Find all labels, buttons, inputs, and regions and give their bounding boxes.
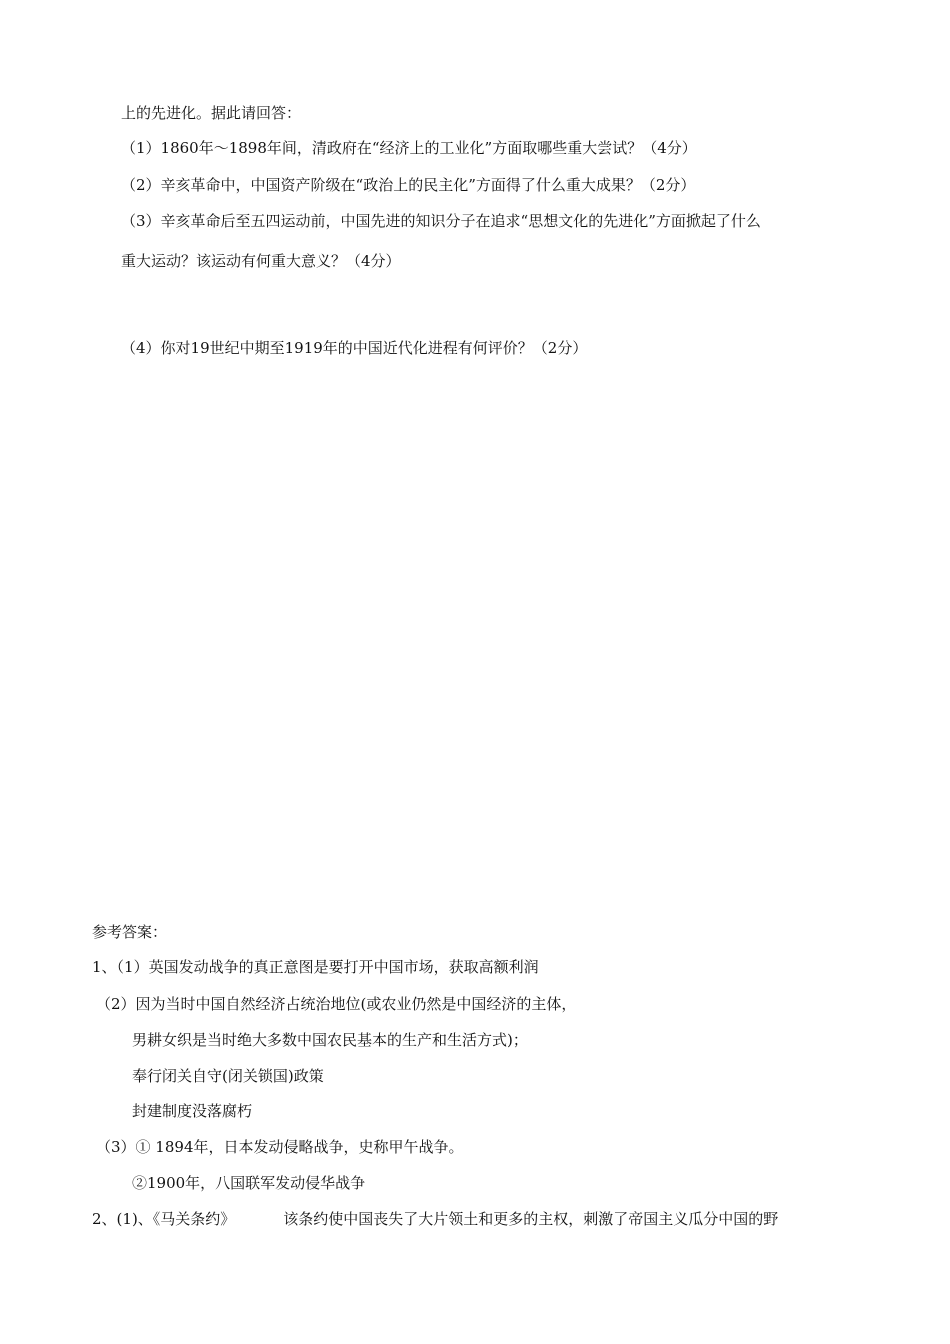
question-3-line-1: （3）辛亥革命后至五四运动前，中国先进的知识分子在追求“思想文化的先进化”方面掀起了什么: [121, 212, 761, 230]
answer-1-1: 1、（1）英国发动战争的真正意图是要打开中国市场，获取高额利润: [92, 958, 539, 976]
answer-2-1-label: 2、(1)、《马关条约》: [92, 1210, 236, 1228]
answer-2-1-text: 该条约使中国丧失了大片领土和更多的主权，刺激了帝国主义瓜分中国的野: [283, 1210, 779, 1228]
question-1: （1）1860年～1898年间，清政府在“经济上的工业化”方面取哪些重大尝试？（4分）: [121, 139, 697, 157]
answers-heading: 参考答案：: [92, 923, 168, 941]
answer-1-3-line-2: ②1900年，八国联军发动侵华战争: [132, 1174, 366, 1192]
answer-1-2-line-2: 男耕女织是当时绝大多数中国农民基本的生产和生活方式)；: [132, 1031, 528, 1049]
answer-1-2-line-4: 封建制度没落腐朽: [132, 1102, 253, 1120]
answer-1-3: （3）① 1894年，日本发动侵略战争，史称甲午战争。: [96, 1138, 464, 1156]
question-3-line-2: 重大运动？该运动有何重大意义？（4分）: [121, 252, 401, 270]
answer-1-2-line-3: 奉行闭关自守(闭关锁国)政策: [132, 1067, 324, 1085]
answer-1-2: （2）因为当时中国自然经济占统治地位(或农业仍然是中国经济的主体，: [96, 995, 577, 1013]
question-4: （4）你对19世纪中期至1919年的中国近代化进程有何评价？（2分）: [121, 339, 588, 357]
question-2: （2）辛亥革命中，中国资产阶级在“政治上的民主化”方面得了什么重大成果？（2分）: [121, 176, 696, 194]
answer-2-1: [92, 1209, 778, 1229]
question-continuation: 上的先进化。据此请回答：: [121, 104, 302, 122]
